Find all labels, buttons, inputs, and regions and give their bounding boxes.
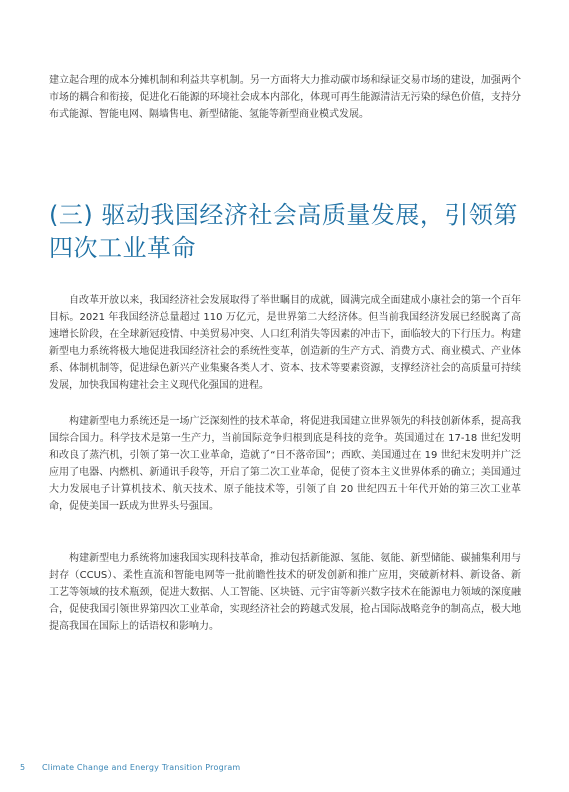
program-name: Climate Change and Energy Transition Program <box>42 763 241 772</box>
body-paragraph: 构建新型电力系统还是一场广泛深刻性的技术革命，将促进我国建立世界领先的科技创新体系，提高我国综合国力。科学技术是第一生产力，当前国际竞争归根到底是科技的竞争。英国通过在 17-18 世纪发明和改良了蒸汽机，引领了第一次工业革命，造就了“日不落帝国”；西欧、美国通过在 19 世纪末发明并广泛应用了电器、内燃机、新通讯手段等，开启了第二次工业革命，促使了资本主义世界体系的确立；美国通过大力发展电子计算机技术、航天技术、原子能技术等，引领了自 20 世纪四五十年代开始的第三次工业革命，促使美国一跃成为世界头号强国。 <box>49 416 521 512</box>
page-number: 5 <box>20 763 26 772</box>
section-title: (三) 驱动我国经济社会高质量发展，引领第四次工业革命 <box>49 201 518 262</box>
page-footer <box>20 762 240 774</box>
intro-paragraph: 建立起合理的成本分摊机制和利益共享机制。另一方面将大力推动碳市场和绿证交易市场的建设，加强两个市场的耦合和衔接，促进化石能源的环境社会成本内部化，体现可再生能源清洁无污染的绿色价值，支持分布式能源、智能电网、隔墙售电、新型储能、氢能等新型商业模式发展。 <box>49 75 521 120</box>
body-paragraph: 自改革开放以来，我国经济社会发展取得了举世瞩目的成就，圆满完成全面建成小康社会的第一个百年目标。2021 年我国经济总量超过 110 万亿元，是世界第二大经济体。但当前我国经济发展已经脱离了高速增长阶段，在全球新冠疫情、中美贸易冲突、人口红利消失等因素的冲击下，面临较大的下行压力。构建新型电力系统将极大地促进我国经济社会的系统性变革，创造新的生产方式、消费方式、商业模式、产业体系、体制机制等，促进绿色新兴产业集聚各类人才、资本、技术等要素资源，支撑经济社会的高质量可持续发展，加快我国构建社会主义现代化强国的进程。 <box>49 295 521 391</box>
body-paragraph: 构建新型电力系统将加速我国实现科技革命，推动包括新能源、氢能、氨能、新型储能、碳捕集利用与封存（CCUS）、柔性直流和智能电网等一批前瞻性技术的研发创新和推广应用，突破新材料、新设备、新工艺等领域的技术瓶颈，促进大数据、人工智能、区块链、元宇宙等新兴数字技术在能源电力领域的深度融合，促使我国引领世界第四次工业革命，实现经济社会的跨越式发展，抢占国际战略竞争的制高点，极大地提高我国在国际上的话语权和影响力。 <box>49 553 521 632</box>
